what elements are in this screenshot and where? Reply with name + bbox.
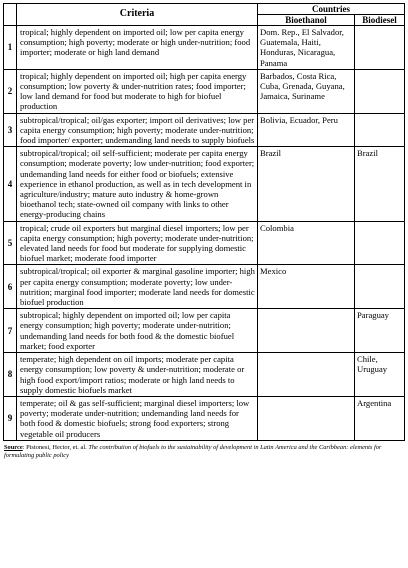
bioethanol-cell: Mexico [258, 265, 355, 309]
header-biodiesel: Biodiesel [355, 15, 405, 26]
criteria-cell: subtropical; highly dependent on imported oil; low per capita energy consumption; high poverty; moderate under-nutrition; undemanding land needs for both food & the domestic biofuel market; food exporter [17, 309, 258, 353]
biodiesel-cell: Brazil [355, 147, 405, 221]
biodiesel-cell [355, 69, 405, 113]
header-row-1 [4, 4, 405, 15]
bioethanol-cell: Dom. Rep., El Salvador, Guatemala, Haiti, Honduras, Nicaragua, Panama [258, 26, 355, 70]
biodiesel-cell [355, 26, 405, 70]
table-row [4, 147, 405, 221]
row-number: 9 [4, 396, 17, 440]
table-row [4, 265, 405, 309]
bioethanol-cell: Brazil [258, 147, 355, 221]
criteria-table [3, 3, 405, 441]
row-number: 4 [4, 147, 17, 221]
bioethanol-cell: Bolivia, Ecuador, Peru [258, 113, 355, 147]
source-label: Source [4, 443, 23, 451]
table-row [4, 113, 405, 147]
row-number: 8 [4, 353, 17, 397]
header-bioethanol: Bioethanol [258, 15, 355, 26]
criteria-cell: subtropical/tropical; oil self-sufficient; moderate per capita energy consumption; moderate poverty; low under-nutrition; food exporter; undemanding land needs for either food or biofuels; extensive experience in ethanol production, as well as in tech development in agriculture/industry; mature auto industry & home-grown bioethanol tech; state-owned oil company with links to other energy-producing chains [17, 147, 258, 221]
biodiesel-cell [355, 221, 405, 265]
bioethanol-cell [258, 309, 355, 353]
criteria-cell: temperate; high dependent on oil imports; moderate per capita energy consumption; low poverty & under-nutrition; moderate or high food export/import ratios; moderate or high land needs to supply domestic biofuels market [17, 353, 258, 397]
biodiesel-cell: Paraguay [355, 309, 405, 353]
row-number: 3 [4, 113, 17, 147]
row-number: 2 [4, 69, 17, 113]
header-criteria: Criteria [17, 4, 258, 26]
table-row [4, 221, 405, 265]
biodiesel-cell: Argentina [355, 396, 405, 440]
header-number-blank [4, 4, 17, 26]
source-note [3, 444, 404, 460]
row-number: 5 [4, 221, 17, 265]
source-authors: : Pistonesi, Hector, et. al. [22, 443, 87, 451]
table-row [4, 309, 405, 353]
row-number: 1 [4, 26, 17, 70]
biodiesel-cell [355, 113, 405, 147]
biodiesel-cell [355, 265, 405, 309]
bioethanol-cell [258, 353, 355, 397]
criteria-cell: temperate; oil & gas self-sufficient; marginal diesel importers; low poverty; moderate under-nutrition; undemanding land needs for both food & domestic biofuels; strong food exporters; strong vegetable oil producers [17, 396, 258, 440]
bioethanol-cell: Barbados, Costa Rica, Cuba, Grenada, Guyana, Jamaica, Suriname [258, 69, 355, 113]
criteria-table-wrapper [3, 3, 404, 460]
table-row [4, 26, 405, 70]
bioethanol-cell [258, 396, 355, 440]
biodiesel-cell: Chile, Uruguay [355, 353, 405, 397]
table-row [4, 353, 405, 397]
criteria-cell: tropical; highly dependent on imported oil; low per capita energy consumption; high poverty; moderate or high under-nutrition; food importer; moderate or high land demand [17, 26, 258, 70]
row-number: 7 [4, 309, 17, 353]
criteria-cell: subtropical/tropical; oil/gas exporter; import oil derivatives; low per capita energy consumption; high poverty; moderate under-nutrition; food importer/ exporter; undemanding land needs to supply biofuels [17, 113, 258, 147]
header-countries: Countries [258, 4, 405, 15]
bioethanol-cell: Colombia [258, 221, 355, 265]
criteria-cell: subtropical/tropical; oil exporter & marginal gasoline importer; high per capita energy consumption; moderate poverty; low under-nutrition; marginal food importer; moderate land needs for domestic biofuel production [17, 265, 258, 309]
table-row [4, 69, 405, 113]
row-number: 6 [4, 265, 17, 309]
criteria-cell: tropical; crude oil exporters but marginal diesel importers; low per capita energy consumption; high poverty; moderate under-nutrition; elevated land needs for food but moderate for supplying domestic biofuel market; moderate food importer [17, 221, 258, 265]
source-title: The contribution of biofuels to the sustainability of development in Latin America and the Caribbean: elements for formulating public policy [4, 443, 382, 459]
criteria-cell: tropical; highly dependent on imported oil; high per capita energy consumption; low poverty & under-nutrition rates; food importer; low land demand for food but moderate to high for biofuel production [17, 69, 258, 113]
table-row [4, 396, 405, 440]
